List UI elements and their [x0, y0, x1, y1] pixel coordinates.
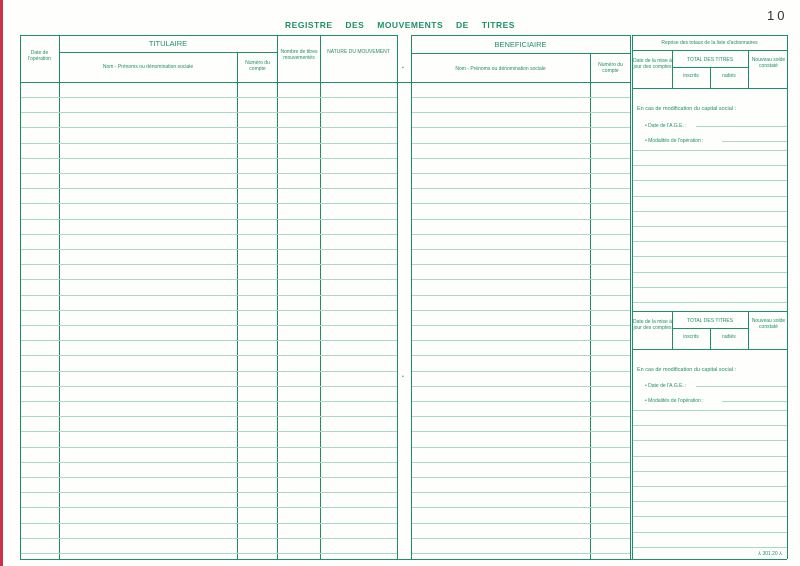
col-divider	[320, 35, 321, 559]
ruled-line	[21, 234, 397, 235]
ruled-line	[21, 462, 397, 463]
ruled-line	[633, 180, 787, 181]
ruled-line	[21, 112, 397, 113]
ruled-line	[633, 501, 787, 502]
ruled-line	[633, 440, 787, 441]
beneficiaire-subheader-line	[411, 53, 630, 54]
col-nombre-titres: Nombre de titres mouvementés	[280, 49, 318, 61]
ruled-line	[21, 158, 397, 159]
ruled-line	[21, 173, 397, 174]
col-beneficiaire-nom: Nom - Prénoms ou dénomination sociale	[455, 66, 546, 72]
ruled-line	[21, 325, 397, 326]
page-title	[0, 20, 800, 30]
ruled-line	[412, 371, 630, 372]
col-divider	[411, 35, 412, 559]
panel-nouveau-solde: Nouveau solde constaté	[751, 318, 786, 330]
panel-line	[672, 328, 748, 329]
col-divider	[787, 35, 788, 559]
col-divider	[397, 35, 398, 559]
ruled-line	[412, 523, 630, 524]
ruled-line	[21, 401, 397, 402]
ruled-line	[21, 279, 397, 280]
ruled-line	[412, 188, 630, 189]
ruled-line	[633, 516, 787, 517]
col-divider	[59, 35, 60, 559]
ruled-line	[412, 127, 630, 128]
panel-radies: radiés	[722, 73, 736, 79]
ruled-line	[633, 425, 787, 426]
panel-inscrits: inscrits	[683, 334, 699, 340]
separator-dot: •	[402, 374, 404, 380]
table-bottom-border	[20, 559, 787, 560]
ruled-line	[412, 325, 630, 326]
panel-modalites: • Modalités de l'opération :	[645, 138, 704, 144]
ruled-line	[412, 340, 630, 341]
col-beneficiaire-header: BENEFICIAIRE	[494, 40, 547, 49]
ruled-line	[696, 126, 787, 127]
title-word: DES	[345, 20, 365, 30]
panel-header: Reprise des totaux de la liste d'actionnaires	[661, 40, 758, 46]
ruled-line	[633, 241, 787, 242]
ruled-line	[21, 295, 397, 296]
ruled-line	[412, 219, 630, 220]
col-divider	[277, 35, 278, 559]
col-titulaire-compte: Numéro du compte	[245, 60, 270, 72]
ruled-line	[633, 547, 787, 548]
ruled-line	[412, 538, 630, 539]
ruled-line	[633, 256, 787, 257]
ruled-line	[633, 532, 787, 533]
ruled-line	[21, 127, 397, 128]
ruled-line	[21, 340, 397, 341]
ruled-line	[21, 249, 397, 250]
ruled-line	[412, 234, 630, 235]
ruled-line	[412, 158, 630, 159]
ruled-line	[633, 471, 787, 472]
header-bottom-border	[20, 82, 630, 83]
title-word: TITRES	[481, 20, 515, 30]
ruled-line	[412, 295, 630, 296]
ruled-line	[21, 355, 397, 356]
panel-inscrits: inscrits	[683, 73, 699, 79]
ruled-line	[21, 371, 397, 372]
ruled-line	[412, 143, 630, 144]
ruled-line	[633, 211, 787, 212]
panel-date-mise-a-jour: Date de la mise à jour des comptes	[633, 58, 672, 70]
ruled-line	[633, 226, 787, 227]
col-titulaire-nom: Nom - Prénoms ou dénomination sociale	[102, 64, 194, 70]
ruled-line	[412, 507, 630, 508]
panel-line	[632, 88, 787, 89]
ruled-line	[21, 310, 397, 311]
title-word: MOUVEMENTS	[377, 20, 444, 30]
panel-modification-capital: En cas de modification du capital social :	[637, 367, 737, 373]
ruled-line	[633, 272, 787, 273]
ruled-line	[21, 264, 397, 265]
panel-line	[632, 349, 787, 350]
ruled-line	[412, 310, 630, 311]
col-beneficiaire-compte: Numéro du compte	[598, 62, 623, 74]
ruled-line	[21, 143, 397, 144]
ruled-line	[412, 97, 630, 98]
ruled-line	[412, 462, 630, 463]
ruled-line	[21, 97, 397, 98]
ruled-line	[412, 553, 630, 554]
panel-line	[672, 67, 748, 68]
ruled-line	[633, 196, 787, 197]
ruled-line	[696, 386, 787, 387]
panel-date-age: • Date de l'A.G.E. :	[645, 383, 687, 389]
ruled-line	[633, 456, 787, 457]
ruled-line	[633, 165, 787, 166]
panel-col-line	[748, 311, 749, 349]
ruled-line	[412, 492, 630, 493]
ruled-line	[633, 287, 787, 288]
col-nature: NATURE DU MOUVEMENT	[327, 49, 390, 55]
panel-top-border	[632, 35, 787, 36]
ruled-line	[21, 203, 397, 204]
col-divider	[630, 35, 631, 559]
ruled-line	[412, 386, 630, 387]
ruled-line	[412, 447, 630, 448]
ruled-line	[633, 302, 787, 303]
ruled-line	[21, 507, 397, 508]
ruled-line	[21, 492, 397, 493]
ruled-line	[722, 141, 787, 142]
panel-col-line	[672, 311, 673, 349]
ruled-line	[21, 523, 397, 524]
panel-nouveau-solde: Nouveau solde constaté	[751, 57, 786, 69]
panel-total-titres: TOTAL DES TITRES	[686, 57, 734, 63]
table-top-border	[411, 35, 630, 36]
ruled-line	[633, 486, 787, 487]
ruled-line	[21, 538, 397, 539]
panel-date-mise-a-jour: Date de la mise à jour des comptes	[633, 319, 672, 331]
panel-modalites: • Modalités de l'opération :	[645, 398, 704, 404]
ruled-line	[722, 401, 787, 402]
ruled-line	[21, 386, 397, 387]
panel-radies: radiés	[722, 334, 736, 340]
ruled-line	[21, 416, 397, 417]
ruled-line	[412, 431, 630, 432]
ruled-line	[21, 553, 397, 554]
ruled-line	[412, 279, 630, 280]
ruled-line	[412, 416, 630, 417]
panel-line	[632, 311, 787, 312]
titulaire-subheader-line	[59, 52, 277, 53]
form-reference-mark: ⅄ 301.20 ⅄	[758, 551, 783, 557]
panel-line	[632, 50, 787, 51]
col-divider	[237, 52, 238, 559]
col-divider	[20, 35, 21, 559]
ruled-line	[21, 188, 397, 189]
panel-col-line	[748, 50, 749, 88]
ruled-line	[412, 401, 630, 402]
panel-modification-capital: En cas de modification du capital social :	[637, 106, 737, 112]
ruled-line	[412, 355, 630, 356]
ruled-line	[412, 477, 630, 478]
col-titulaire-header: TITULAIRE	[148, 39, 188, 48]
ruled-line	[21, 447, 397, 448]
separator-dot: •	[402, 65, 404, 71]
ruled-line	[633, 150, 787, 151]
page-number: 10	[767, 8, 788, 23]
ruled-line	[21, 477, 397, 478]
ruled-line	[412, 112, 630, 113]
ruled-line	[412, 249, 630, 250]
panel-col-line	[672, 50, 673, 88]
binding-edge	[0, 0, 3, 566]
table-top-border	[20, 35, 397, 36]
col-date-label: Date de l'opération	[28, 50, 51, 62]
ruled-line	[412, 203, 630, 204]
panel-total-titres: TOTAL DES TITRES	[686, 318, 734, 324]
ruled-line	[21, 219, 397, 220]
ruled-line	[412, 264, 630, 265]
col-divider	[590, 53, 591, 559]
col-divider	[632, 35, 633, 559]
ruled-line	[412, 173, 630, 174]
ruled-line	[21, 431, 397, 432]
title-word: DE	[456, 20, 469, 30]
title-word: REGISTRE	[285, 20, 333, 30]
panel-date-age: • Date de l'A.G.E. :	[645, 123, 687, 129]
ruled-line	[633, 410, 787, 411]
